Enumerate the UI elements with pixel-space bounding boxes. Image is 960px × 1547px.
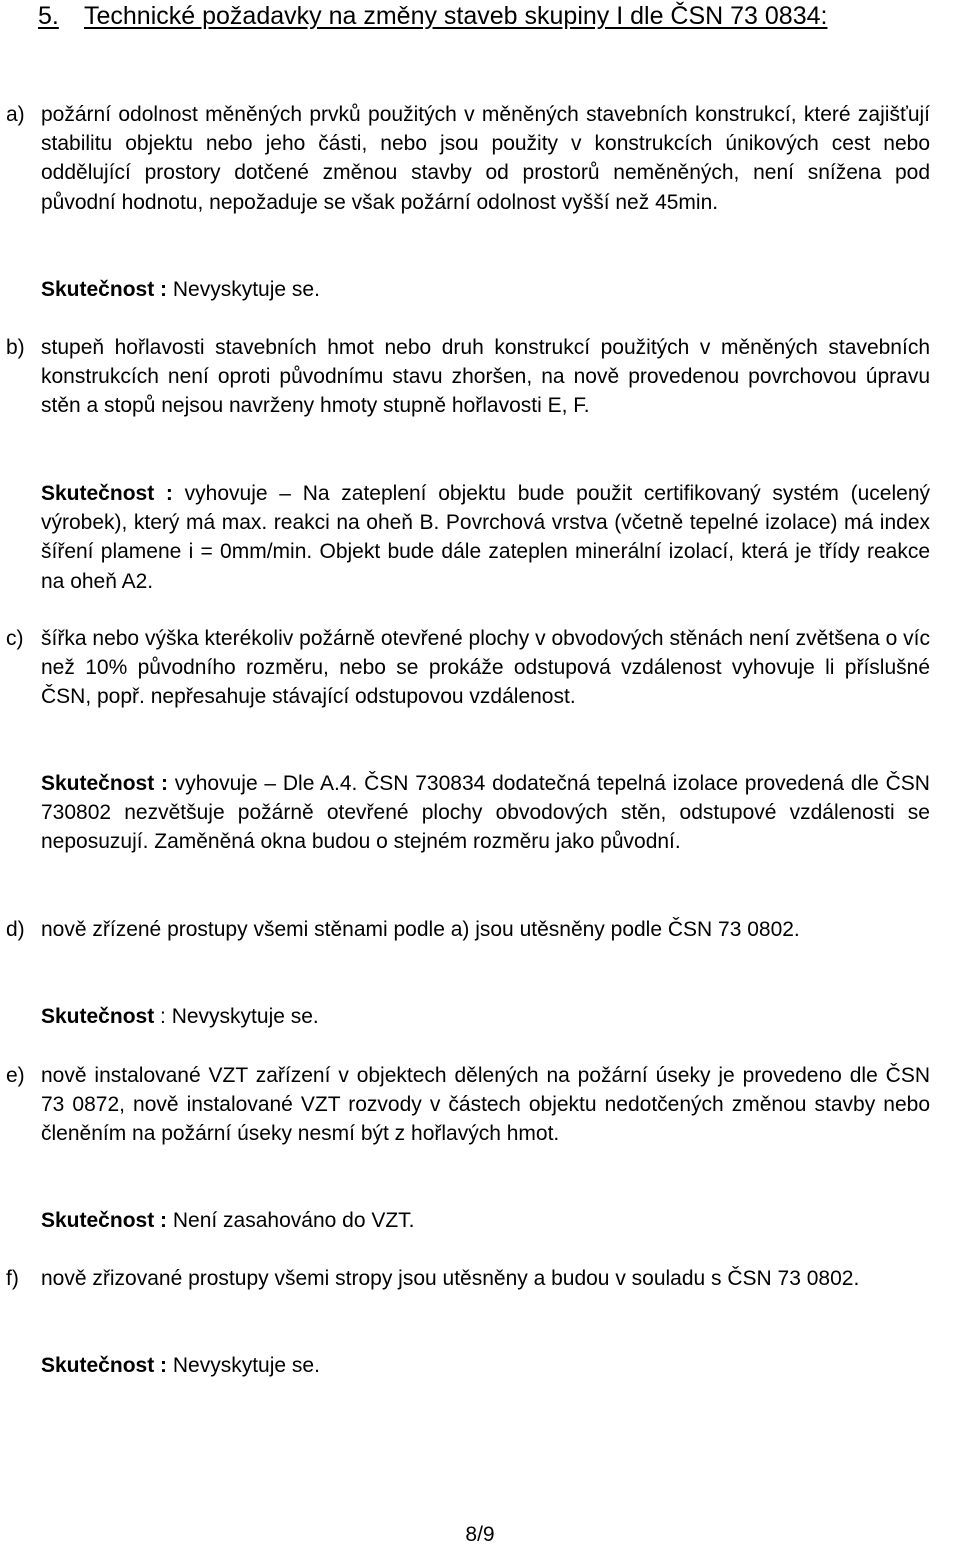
result-label: Skutečnost : [41, 1354, 168, 1377]
result-c [41, 769, 930, 857]
item-text: nově zřizované prostupy všemi stropy jsou utěsněny a budou v souladu s ČSN 73 0802. [41, 1267, 860, 1290]
result-text: Nevyskytuje se. [167, 278, 320, 301]
result-text: Není zasahováno do VZT. [167, 1209, 415, 1232]
result-label: Skutečnost : [41, 482, 173, 505]
item-text: nově instalované VZT zařízení v objektech dělených na požární úseky je provedeno dle ČSN 73 0872, nově instalované VZT rozvody v částech objektu nedotčených změnou stavby nebo členěním na požární úseky nesmí být z hořlavých hmot. [41, 1064, 930, 1146]
section-title: Technické požadavky na změny staveb skupiny I dle ČSN 73 0834: [84, 2, 828, 30]
item-marker: f) [6, 1267, 19, 1290]
item-text: požární odolnost měněných prvků použitých v měněných stavebních konstrukcí, které zajišťují stabilitu objektu nebo jeho části, nebo jsou použity v konstrukcích únikových cest nebo oddělující prostory dotčené změnou stavby od prostorů neměněných, není snížena pod původní hodnotu, nepožaduje se však požární odolnost vyšší než 45min. [41, 103, 930, 214]
result-e [41, 1206, 930, 1235]
item-e [0, 1061, 930, 1181]
item-marker: a) [6, 103, 25, 126]
item-marker: c) [6, 627, 24, 650]
item-f [0, 1264, 930, 1324]
result-label: Skutečnost : [41, 772, 168, 795]
page-number: 8/9 [465, 1523, 495, 1546]
item-b [0, 333, 930, 453]
result-f [41, 1351, 930, 1380]
item-marker: b) [6, 336, 25, 359]
section-number: 5. [38, 2, 59, 30]
item-a [0, 100, 930, 250]
result-label: Skutečnost [41, 1005, 155, 1028]
item-d [0, 915, 930, 975]
item-text: stupeň hořlavosti stavebních hmot nebo druh konstrukcí použitých v měněných stavebních konstrukcích není oproti původnímu stavu zhoršen, na nově provedenou povrchovou úpravu stěn a stopů nejsou navrženy hmoty stupně hořlavosti E, F. [41, 336, 930, 418]
result-label: Skutečnost : [41, 278, 168, 301]
result-text: vyhovuje – Na zateplení objektu bude použit certifikovaný systém (ucelený výrobek), který má max. reakci na oheň B. Povrchová vrstva (včetně tepelné izolace) má index šíření plamene i = 0mm/min. Objekt bude dále zateplen minerální izolací, která je třídy reakce na oheň A2. [41, 482, 931, 593]
result-b [41, 479, 930, 596]
section-heading [40, 0, 940, 32]
result-text: : Nevyskytuje se. [154, 1005, 319, 1028]
result-label: Skutečnost : [41, 1209, 168, 1232]
item-marker: e) [6, 1064, 25, 1087]
item-text: nově zřízené prostupy všemi stěnami podle a) jsou utěsněny podle ČSN 73 0802. [41, 918, 800, 941]
result-text: vyhovuje – Dle A.4. ČSN 730834 dodatečná tepelná izolace provedená dle ČSN 730802 nezvětšuje požárně otevřené plochy obvodových stěn, odstupové vzdálenosti se neposuzují. Zaměněná okna budou o stejném rozměru jako původní. [41, 772, 930, 854]
result-d [41, 1002, 930, 1031]
item-c [0, 624, 930, 744]
item-text: šířka nebo výška kterékoliv požárně otevřené plochy v obvodových stěnách není zvětšena o víc než 10% původního rozměru, nebo se prokáže odstupová vzdálenost vyhovuje li příslušné ČSN, popř. nepřesahuje stávající odstupovou vzdálenost. [41, 627, 930, 709]
result-a [41, 275, 930, 304]
item-marker: d) [6, 918, 25, 941]
result-text: Nevyskytuje se. [167, 1354, 320, 1377]
